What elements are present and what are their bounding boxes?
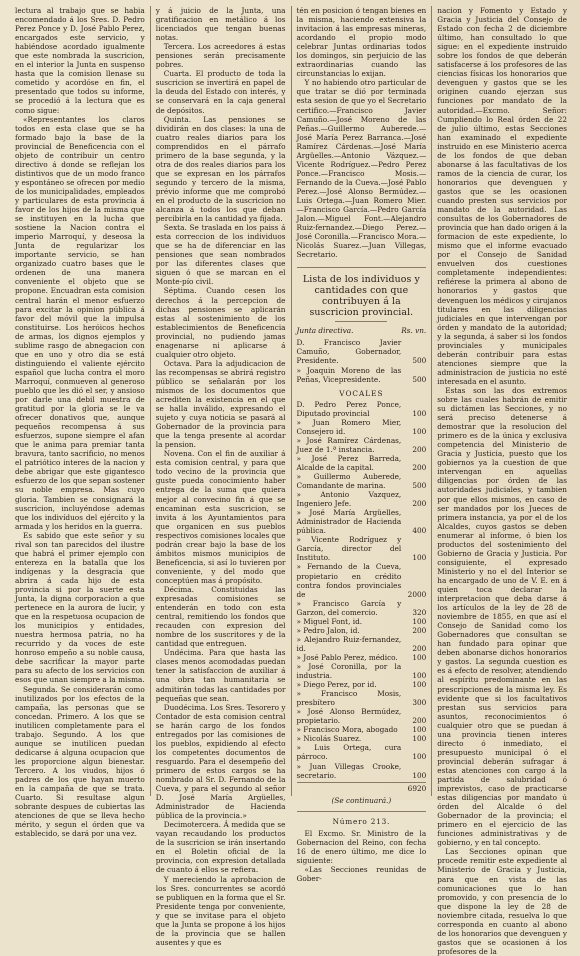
paragraph: Quinta. Las pensiones se dividirán en dos clases: la una de cuatro reales diarios para los comprendidos en el párrafo primero de la base segunda, y la otra de dos reales diarios para los que se expresan en los párrafos segundo y tercero de la misma, prévio informe que me comprobó en el producto de la suscricion no alcanza á todos los que deban percibirla en la cantidad ya fijada. [155,114,286,224]
paragraph: Y no habiendo otro particular de que tratar se dió por terminada esta sesion de que yo el Secretario certifico.—Francisco Javier Camuño.—José Moreno de las Peñas.—Guillermo Auberede.—José María Perez Barranca.—José Ramírez Cárdenas.—José María Argüelles.—Antonio Vázquez.—Vicente Rodríguez.—Pedro Perez Ponce.—Francisco Mosis.—Fernando de la Cueva.—José Pablo Perez.—José Alonso Bermúdez.—Luis Ortega.—Juan Romero Mier.—Francisco García.—Pedro García Jalon.—Miguel Font.—Alejandro Ruiz-fernandez.—Diego Perez.—José Coronilla.—Francisco Mora.—Nicolás Suarez.—Juan Villegas, Secretario. [296,78,427,260]
paragraph: Estas son las dos extremos sobre las cuales habrán de emitir su dictámen las Secciones, y no será preciso detenerse á demostrar que la resolucion del primero es de la única y exclusiva competencia del Ministerio de Gracia y Justicia, puesto que los gobiernos ya la cuestion de que intervengan en aquellas diligencias por órden de las autoridades judiciales, y tambien por que ellos mismos, en caso de ser mandados por los Jueces de primera instancia, ya por el de los Alcaldes, cuyos gastos se deben enumerar al informe, ó bien los productos del sostenimiento del Gobierno de Gracia y Justicia. Por consiguiente, el expresado Ministerio y no el del Interior se ha encargado de uno de V. E. en á quien toca declarar la interpretacion que deba darse á los artículos de la ley de 28 de noviembre de 1855, en que así el Consejo de Sanidad como los Gobernadores que consultan se han fundado para opinar que deben abonarse dichos honorarios y gastos. La segunda cuestion es es á efecto de resolver, atendiendo al espíritu predominante en las prescripciones de la misma ley. Es evidente que si los facultativos prestan sus servicios para asuntos, reconocimientos ó cualquier otro que se puedan á una provincia tienen interes directo ó inmediato, el presupuesto municipal ó el provincial deberán sufragar á estas atenciones con cargo á la partida de salubridad ó imprevistos, caso de practicarse estas diligencias por mandato ú órden del Alcalde ó del Gobernador de la provincia; el primero en el ejercicio de las funciones administrativas y de gobierno, y en tal concepto. [437,385,567,848]
subscriber-amount: 100 [412,680,427,690]
subscriber-amount: 400 [412,526,427,536]
subscriber-amount: 100 [412,553,427,563]
subscriber-entry [297,472,427,490]
subscriber-name: » José Pablo Perez, médico. [296,652,398,662]
subscriber-entry [297,680,427,689]
subscriber-name: D. Pedro Perez Ponce, Diputado provincial [296,399,402,418]
subscriber-entry [297,662,427,680]
subscription-total [297,782,427,793]
subscriber-entry [297,626,427,635]
paragraph: tén en posicion ó tengan bienes en la misma, haciendo extensiva la invitacion á las empresas mineras, acordando el propio modo celebrar Juntas ordinarias todos los domingos, sin perjuicio de las extraordinarias cuando las circunstancias lo exijan. [296,6,427,79]
subscriber-entry [297,535,427,562]
paragraph: Novena. Con el fin de auxiliar á esta comision central, y para que todo vecino de la provincia que guste pueda conocimiento haber entrega de la suma que quiera mejor al convecino fin á que se encaminan esta suscricion, se invita á los Ayuntamientos para que organicen en sus pueblos respectivos comisiones locales que podrán crear bajo la base de los ámbitos mismos municipios de Beneficencia, si así lo tuvieren por conveniente, y del modo que conceptúen mas á propósito. [155,449,286,585]
subscriber-entry [297,508,427,535]
subscriber-name: » José Coronilla, por la industria. [296,662,402,681]
paragraph: Es sabido que este señor y su rival son tan parecidos del ilustre que habrá el primer ejemplo con entereza en la batalla que los indígenas y la desgracia que abrira á cada hijo de esta provincia si por la suerte esta Junta, la digna corporacion a que pertenece en la aurora de lucir, y que en la respetuosa ocupacion de los municipios y entidades, nuestra hermosa patria, no ha recurrido y da voces de este honroso empeño a su noble causa, debe sacrificar la mayor parte para su afecto de los servicios con esos que unan siempre a la misma. [15,530,145,685]
subscriber-name: D. Francisco Javier Camuño, Gobernador, Presidente. [296,338,402,366]
subscriber-entry [297,617,427,626]
subscriber-amount: 200 [412,499,427,509]
paragraph: Y mereciendo la aprobacion de los Sres. concurrentes se acordó se publiquen en la forma que el Sr. Presidente tenga por conveniente, y que se invitase para el objeto que la Junta se propone á los hijos de la provincia que se hallen ausentes y que es [155,874,286,947]
subscriber-amount: 300 [412,698,427,708]
subscriber-entry [297,436,427,454]
subscriber-name: » Antonio Vazquez, Ingeniero Jefe. [296,490,402,509]
subscriber-entry [297,743,427,761]
notice-number: Número 213. [297,811,427,826]
subscriber-name: » Joaquin Moreno de las Peñas, Vicepresidente. [296,365,402,384]
subscriber-amount: 500 [412,481,427,491]
subscriber-entry [297,635,427,653]
subscriber-name: » Francisco Mosis, presbítero [296,689,402,708]
paragraph: lectura al trabajo que se habia encomendado á los Sres. D. Pedro Perez Ponce y D. José Pablo Perez, encargados este servicio, y habiéndose acordado igualmente que este nombrada la suscricion, en el interior la Junta en suspenso hasta que la comision llenase su cometido y acordóse en fin, el presentado que todos su informe, se procedió á la lectura que es como sigue: [15,6,145,115]
divider [335,321,387,322]
subscriber-name: » Juan Villegas Crooke, secretario. [296,761,402,780]
subscriber-amount: 200 [412,625,427,635]
subscriber-amount: 200 [412,643,427,653]
paragraph: El Excmo. Sr. Ministro de la Gobernacion del Reino, con fecha 16 de enero último, me dice lo siguiente: [296,828,427,865]
subscriber-amount: 100 [412,725,427,735]
subscriber-amount: 100 [412,408,427,418]
subscriber-name: » Guillermo Auberede, Comandante de marina. [296,472,402,491]
subscriber-name: » Fernando de la Cueva, propietario en crédito contra fondos provinciales de [296,562,402,599]
subscriber-amount: 500 [412,356,427,366]
paragraph: Sexta. Se traslada en los paiss á esta correccion de los individuos que se ha de diferenciar en las pensiones que sean nombrados por las diferentes clases que siguen ó que se marcan en el Monte-pío civil. [155,223,286,287]
subscriber-amount: 200 [412,716,427,726]
subscriber-amount: 320 [412,607,427,617]
subscriber-entry [297,490,427,508]
subscriber-entry [297,599,427,617]
subscriber-amount: 100 [412,752,427,762]
subscriber-entry [297,734,427,743]
subscriber-entry [297,562,427,598]
subscriber-entry [297,418,427,436]
column-4 [431,6,572,956]
paragraph: Segunda. Se considerarán como inutilizados por los efectos de la campaña, las personas que se concedan. Primero. A los que se inutilicen completamente para el trabajo. Segundo. A los que aunque se inutilicen puedan dedicarse á alguna ocupacion que les proporcione algun bienestar. Tercero. A los viudos, hijos ó padres de los que hayan muerto en la campaña de que se trata. Cuarto. Si resultase algun sobrante despues de cubiertas las atenciones de que se lleva hecho mérito, y segun el órden que va establecido, se dará por una vez. [15,684,145,839]
subscriber-name: » Vicente Rodríguez y García, director del Instituto. [296,535,402,563]
vocales-heading: VOCALES [339,388,384,398]
column-3 [291,6,432,883]
subscriber-amount: 200 [412,444,427,454]
subscriber-name: » José Alonso Bermúdez, propietario. [296,707,402,726]
junta-label: Junta directiva. [296,326,354,336]
subscriber-amount: 100 [412,671,427,681]
currency-label: Rs. vn. [401,326,427,336]
paragraph: Duodécima. Los Sres. Tesorero y Contador de esta comision central se harán cargo de los fondos entregados por las comisiones de los pueblos, expidiendo al efecto los competentes documentos de resguardo. Para el desempeño del primero de estos cargos se ha nombrado al Sr. D. Fernando de la Cueva, y para el segundo al señor D. José María Argüelles, Administrador de Hacienda pública de la provincia.» [155,702,286,821]
subscriber-entry [297,689,427,707]
subscription-list-title: Lista de los individuos y cantidades con que contribuyen á la suscricion provincial. [297,267,427,318]
subscriber-entry [297,762,427,780]
subscriber-amount: 2000 [407,589,427,599]
paragraph: Las Secciones opinan que procede remitir este expediente al Ministerio de Gracia y Justicia, para que en vista de las comunicaciones que lo han promovido, y con presencia de lo que dispone la ley de 28 de noviembre citada, resuelva lo que corresponda en cuanto al abono de los honorarios que devenguen y gastos que se ocasionen á los profesores de la [437,847,567,956]
subscriber-amount: 200 [412,462,427,472]
subscriber-name: » José Perez Barreda, Alcalde de la capital. [296,453,402,472]
subscriber-name: » Nicolás Suarez. [296,734,362,744]
paragraph: Décima. Constituidas las expresadas comisiones se entenderán en todo con esta central, remitiendo los fondos que recauden con expresion del nombre de los suscritores y de la cantidad que entreguen. [155,585,286,649]
subscriber-name: » Francisco Mora, abogado [296,725,398,735]
subscriber-amount: 100 [412,770,427,780]
continuation-note: (Se continuará.) [331,795,392,805]
subscriber-entry [297,707,427,725]
subscriber-entry [297,653,427,662]
subscriber-entry [297,400,427,418]
subscriber-amount: 100 [412,616,427,626]
subscriber-name: » Luis Ortega, cura párroco. [296,743,402,762]
subscriber-name: » Alejandro Ruiz-fernandez, id. [296,634,402,653]
paragraph: Undécima. Para que hasta las clases menos acomodadas puedan tener la satisfaccion de auxiliar á una obra tan humanitaria se admitirán todas las cantidades por pequeñas que sean. [155,648,286,703]
subscriber-entry [297,366,427,384]
subscriber-name: » Pedro Jalon, id. [296,625,360,635]
subscriber-name: » Juan Romero Mier, Consejero id. [296,417,402,436]
junta-header [297,326,427,335]
paragraph: y á juicio de la Junta, una gratificacion en metálico á los licenciados que tengan buenas notas. [155,6,286,43]
subscriber-amount: 100 [412,734,427,744]
subscriber-entry [297,725,427,734]
subscriber-amount: 500 [412,374,427,384]
subscriber-amount: 100 [412,652,427,662]
directiva-list [297,338,427,383]
paragraph: «Las Secciones reunidas de Gober- [296,864,427,883]
subscriber-entry [297,338,427,365]
subscriber-name: » José María Argüelles, Administrador de Hacienda pública. [296,508,402,536]
column-1 [10,6,150,839]
column-2 [150,6,291,947]
paragraph: Séptima. Cuando cesen los derechos á la percepcion de dichas pensiones se aplicarán estas al sostenimiento de los establecimientos de Beneficencia provincial, no pudiendo jamas enagenarse ni aplicarse á cualquier otro objeto. [155,286,286,359]
vocales-list [297,400,427,780]
paragraph: nacion y Fomento y Estado y Gracia y Justicia del Consejo de Estado con fecha 2 de diciembre último, han consultado lo que sigue: en el expediente instruido sobre los fondos de que deberán satisfacerse á los profesores de las ciencias físicas los honorarios que devenguen y gastos que se les originen cuando ejerzan sus funciones por mandato de la autoridad.—Excmo. Señor: Cumpliendo lo Real órden de 22 de julio último, estas Secciones han examinado el expediente instruido en ese Ministerio acerca de los fondos de que deban abonarse á las facultativas de los ramos de la ciencia de curar, los honorarios que devenguen y gastos que se les ocasionen cuando presten sus servicios por mandato de la autoridad. Las consultas de los Gobernadores de provincia que han dado origen á la formacion de este expediente, lo mismo que el informe evacuado por el Consejo de Sanidad envuelven dos cuestiones completamente independientes: refiérese la primera al abono de honorarios y gastos que devenguen los médicos y cirujanos titulares en las diligencias judiciales en que intervengan por órden y mandato de la autoridad; y la segunda, á saber si los fondos provinciales y municipales deberán contribuir para estas atenciones siempre que la administracion de justicia no esté interesada en el asunto. [437,6,567,386]
subscriber-name: » José Ramírez Cárdenas, Juez de 1.ª instancia. [296,435,402,454]
subscriber-amount: 100 [412,426,427,436]
total-amount: 6920 [407,783,427,793]
subscriber-name: » Diego Perez, por id. [296,680,377,690]
paragraph: «Representantes los claros todos en esta clase que se ha formado bajo la base de la provincial de Beneficencia con el objeto de contribuir un centro directivo á donde se reflejan los distintivos que de un modo franco y espontáneo se ofrecen por medio de los municipalidades, empleados y particulares de esta provincia á favor de los hijos de la misma que se instituyen en la lucha que sostiene la Nacion contra el imperio Marroquí, y deseosa la Junta de regularizar los importante servicio, se han organizado cuatro bases que le ordenen de una manera conveniente el objeto que se propone. Encuadran esta comision central harán el menor esfuerzo para excitar la opinion pública á favor del móvil que la impulsa constituirse. Los heróicos hechos de armas, los dignos ejemplos y sublime rasgo de abnegacion con que en uno y otro dia se está distinguiendo el valiente ejército español que lucha contra el moro Marroquí, conmueven al generoso pueblo que les dió el ser, y ansioso por darle una debil muestra de gratitud por la gloria se le va ofrecer donativos que, aunque pequeños recompensa á sus esfuerzos, supone siempre el afan que le anima para premiar tanta bravura, tanto sacrificio, no menos el patriótico interes de la nacion y debe abrigar que este gigantesco esfuerzo de los que sepan sostener su noble empresa. Mas cuyo gloria. Tambien se consignará la suscricion, incluyéndose ademas que los indivíduos del ejército y la armada y los heridos en la guerra. [15,114,145,531]
paragraph: Decimotercera. Á medida que se vayan recaudando los productos de la suscricion se irán insertando en el Boletin oficial de la provincia, con expresion detallada de cuanto á ellos se refiera. [155,820,286,875]
subscriber-name: » Francisco García y Garzon, del comercio. [296,598,402,617]
subscriber-entry [297,454,427,472]
paragraph: Cuarta. El producto de toda la suscricion se invertirá en papel de la deuda del Estado con interés, y se conservará en la caja general de depósitos. [155,69,286,115]
subscriber-name: » Miguel Font, id. [296,616,363,626]
paragraph: Tercera. Los acreedores á estas pensiones serán precisamente pobres. [155,42,286,70]
paragraph: Octava. Para la adjudicacion de las recompensas se abrirá registro público se señalarán por los mismos de los documentos que acrediten la existencia en el que se halla inválido, expresando el sujeto y cuya noticia se pasará al Gobernador de la provincia para que la tenga presente al acordar la pension. [155,358,286,450]
